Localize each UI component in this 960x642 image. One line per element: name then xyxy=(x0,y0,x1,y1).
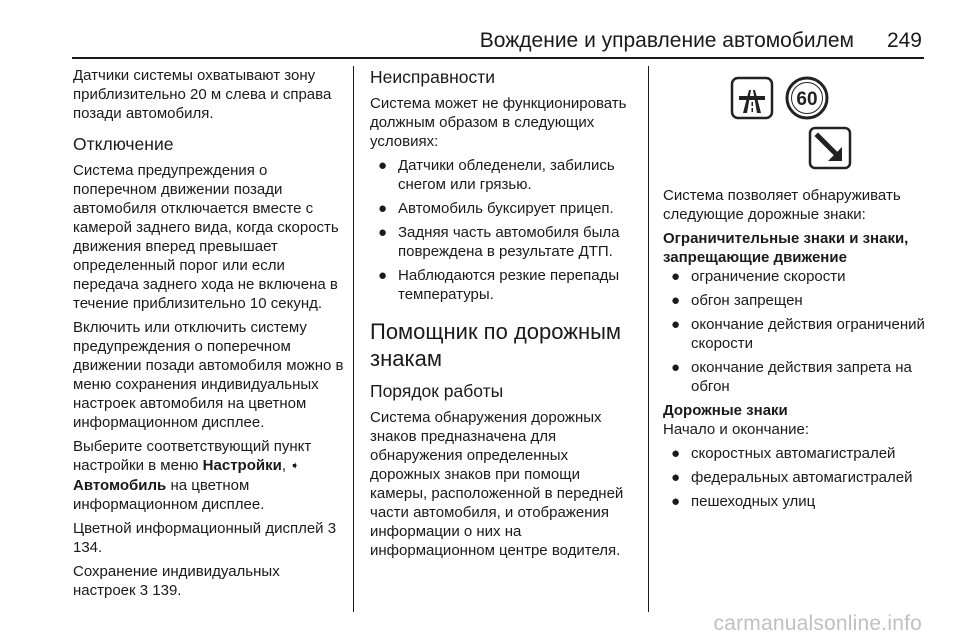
bullet-icon: ● xyxy=(671,469,681,486)
column-1 xyxy=(73,66,345,605)
intro-paragraph: Датчики системы охватывают зону приблизительно 20 м слева и справа позади автомобиля. xyxy=(73,67,332,122)
speed-limit-sign-icon xyxy=(787,78,827,118)
paragraph-off-1: Система предупреждения о поперечном движении позади автомобиля отключается вместе с камерой заднего вида, когда скорость движения вперед превышает определенный порог или если передача заднего хода не включена в течение приблизительно 10 секунд. xyxy=(73,162,339,312)
chapter-title: Вождение и управление автомобилем xyxy=(479,29,854,52)
direction-arrow-sign-icon xyxy=(810,128,850,168)
settings-ref-text: Сохранение индивидуальных настроек xyxy=(73,563,280,599)
watermark: carmanualsonline.info xyxy=(713,612,922,635)
section-heading-off: Отключение xyxy=(73,134,174,154)
column-divider-2 xyxy=(648,66,649,612)
list-item: ● окончание действия ограничений скорости xyxy=(671,316,925,352)
menu-text: Выберите соответствующий пункт настройки в меню xyxy=(73,438,312,474)
bullet-icon: ● xyxy=(671,292,681,309)
paragraph-settings-ref xyxy=(73,562,345,600)
traffic-signs-illustration xyxy=(730,70,860,170)
list-item: ● скоростных автомагистралей xyxy=(671,445,896,462)
list-item: ● окончание действия запрета на обгон xyxy=(671,359,912,395)
list-item: ● обгон запрещен xyxy=(671,292,803,309)
list-item: ● ограничение скорости xyxy=(671,268,846,285)
page-header xyxy=(72,28,922,56)
list-item: ● Наблюдаются резкие перепады температуры. xyxy=(378,267,620,303)
section-heading-faults: Неисправности xyxy=(370,67,496,87)
road-signs-intro: Начало и окончание: xyxy=(663,421,810,438)
subheading-restriction-signs: Ограничительные знаки и знаки, запрещающие движение xyxy=(663,230,909,266)
subheading-road-signs: Дорожные знаки xyxy=(663,402,788,419)
menu-arrow-icon: ➧ xyxy=(290,460,300,472)
bullet-icon: ● xyxy=(671,268,681,285)
restriction-signs-list xyxy=(663,267,925,396)
bullet-icon: ● xyxy=(378,224,388,241)
list-item: ● Автомобиль буксирует прицеп. xyxy=(378,200,614,217)
column-divider-1 xyxy=(353,66,354,612)
operation-paragraph: Система обнаружения дорожных знаков предназначена для обнаружения определенных дорожных знаков при помощи камеры, расположенной в передней части автомобиля, и отображения информации о них на информационном центре водителя. xyxy=(370,409,624,559)
chapter-heading-traffic-sign-assistant: Помощник по дорожным знакам xyxy=(370,319,622,371)
column-2 xyxy=(370,66,635,565)
motorway-sign-icon xyxy=(732,78,772,118)
menu-text-end: на цветном информационном дисплее. xyxy=(73,477,265,513)
bullet-icon: ● xyxy=(671,493,681,510)
menu-separator: , xyxy=(281,457,291,474)
list-item: ● Задняя часть автомобиля была повреждена в результате ДТП. xyxy=(378,224,620,260)
signs-intro: Система позволяет обнаруживать следующие дорожные знаки: xyxy=(663,187,901,223)
bullet-icon: ● xyxy=(378,200,388,217)
page-reference-134[interactable]: 3 134. xyxy=(73,520,337,556)
bullet-icon: ● xyxy=(378,157,388,174)
faults-intro: Система может не функционировать должным образом в следующих условиях: xyxy=(370,95,627,150)
column-3 xyxy=(663,186,925,516)
menu-vehicle-label: Автомобиль xyxy=(73,477,167,494)
section-heading-operation: Порядок работы xyxy=(370,381,504,401)
bullet-icon: ● xyxy=(671,445,681,462)
paragraph-off-2: Включить или отключить систему предупреждения о поперечном движении позади автомобиля можно в меню сохранения индивидуальных настроек автомобиля на цветном информационном дисплее. xyxy=(73,319,344,431)
bullet-icon: ● xyxy=(378,267,388,284)
road-signs-list xyxy=(663,444,925,511)
display-ref-text: Цветной информационный дисплей xyxy=(73,520,328,537)
page-number: 249 xyxy=(886,29,922,52)
list-item: ● федеральных автомагистралей xyxy=(671,469,913,486)
bullet-icon: ● xyxy=(671,359,681,376)
paragraph-menu xyxy=(73,437,345,514)
header-rule xyxy=(72,57,924,59)
list-item: ● пешеходных улиц xyxy=(671,493,816,510)
bullet-icon: ● xyxy=(671,316,681,333)
list-item: ● Датчики обледенели, забились снегом или грязью. xyxy=(378,157,615,193)
paragraph-display-ref xyxy=(73,519,345,557)
faults-list xyxy=(370,156,635,304)
page-reference-139[interactable]: 3 139. xyxy=(139,582,182,599)
menu-settings-label: Настройки xyxy=(202,457,282,474)
svg-text:60: 60 xyxy=(796,89,818,110)
